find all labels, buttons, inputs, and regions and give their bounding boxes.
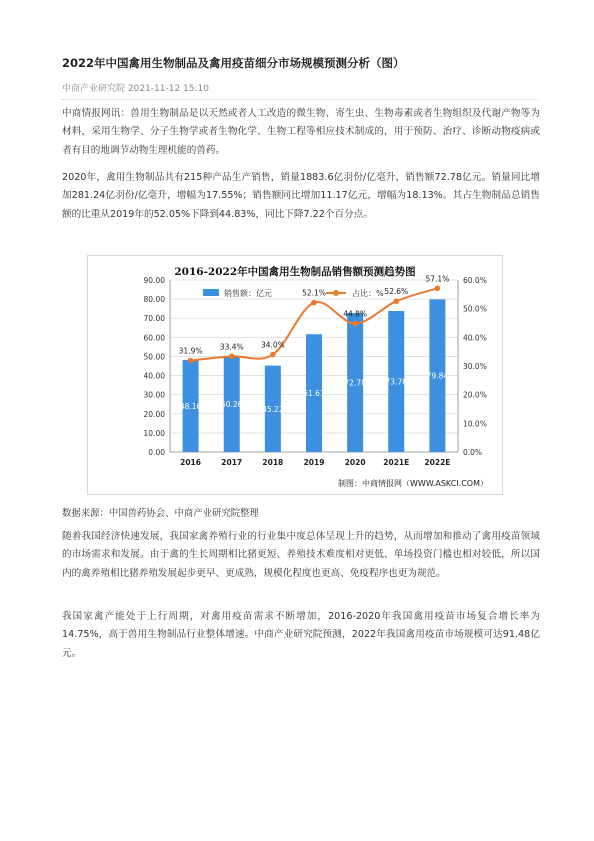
bar-value-label: 50.26 [220,399,243,409]
x-tick-label: 2018 [262,458,284,467]
y2-tick-label: 40.0% [463,333,487,343]
y-tick-label: 90.00 [143,276,165,285]
x-tick-label: 2019 [303,458,325,467]
y-tick-label: 80.00 [143,295,165,305]
divider [62,99,538,100]
y-tick-label: 20.00 [143,409,165,419]
y2-tick-label: 0.0% [463,448,483,457]
sales-chart [87,255,503,495]
x-tick-label: 2017 [221,458,243,467]
share-point [435,286,441,292]
y-tick-label: 0.00 [148,448,165,457]
x-tick-label: 2021E [383,458,410,467]
y-tick-label: 10.00 [143,428,165,438]
y-tick-label: 30.00 [143,390,165,400]
legend-bar-swatch [203,289,219,296]
share-point [270,352,276,358]
share-point [188,358,194,364]
share-point [311,300,317,306]
y-tick-label: 70.00 [143,314,165,324]
legend-line-marker [333,290,339,296]
bar-value-label: 45.22 [262,404,284,414]
x-tick-label: 2020 [344,458,366,467]
bar-value-label: 72.78 [344,378,366,388]
x-tick-label: 2022E [424,458,451,467]
data-source: 数据来源：中国兽药协会、中商产业研究院整理 [62,508,259,519]
paragraph-market-demand: 随着我国经济快速发展，我国家禽养殖行业的行业集中度总体呈现上升的趋势，从而增加和推动了禽用疫苗领域的市场需求和发展。由于禽的生长周期相比猪更短、养殖技术难度相对更低、单场投资门槛也相对较低，所以国内的禽养殖相比猪养殖发展起步更早、更成熟，规模化程度也更高、免疫程序也更为规范。 [62,531,540,579]
paragraph-forecast: 我国家禽产能处于上行周期，对禽用疫苗需求不断增加，2016-2020年我国禽用疫苗市场复合增长率为14.75%，高于兽用生物制品行业整体增速。中商产业研究院预测，2022年我国禽用疫苗市场规模可达91.48亿元。 [62,611,540,659]
legend-line-label: 占比：% [352,289,384,298]
legend-bar-label: 销售额：亿元 [224,289,272,298]
share-value-label: 52.1% [302,288,326,298]
share-point [393,298,399,304]
plot-area [144,274,487,467]
article-title: 2022年中国禽用生物制品及禽用疫苗细分市场规模预测分析（图） [62,56,405,70]
y2-tick-label: 20.0% [463,390,487,400]
share-value-label: 57.1% [425,274,450,284]
x-tick-label: 2016 [180,458,202,467]
y2-tick-label: 60.0% [463,276,487,285]
y-tick-label: 40.00 [143,371,165,381]
bar-value-label: 61.61 [303,389,325,399]
chart-credit: 制图：中商情报网（WWW.ASKCI.COM） [338,479,488,488]
y2-tick-label: 50.0% [463,304,487,314]
y2-tick-label: 10.0% [463,419,487,429]
share-value-label: 44.8% [343,309,368,319]
share-value-label: 52.6% [384,287,409,297]
chart-title: 2016-2022年中国禽用生物制品销售额预测趋势图 [174,266,416,278]
share-value-label: 34.0% [260,340,285,350]
chart-svg [88,256,502,494]
share-value-label: 31.9% [178,346,203,356]
bar-value-label: 48.16 [179,401,202,411]
y-tick-label: 60.00 [143,333,165,343]
y-tick-label: 50.00 [143,352,165,362]
share-point [229,353,235,359]
y2-tick-label: 30.0% [463,362,487,371]
share-point [352,321,358,327]
article-meta: 中商产业研究院 2021-11-12 15:10 [62,84,209,94]
paragraph-sales: 2020年，禽用生物制品共有215种产品生产销售，销量1883.6亿羽份/亿毫升，销售额72.78亿元。销量同比增加281.24亿羽份/亿毫升，增幅为17.55%；销售额同比增加11.17亿元，增幅为18.13%。其占生物制品总销售额的比重从2019年的52.05%下降到44.83%，同比下降7.22个百分点。 [62,172,540,220]
share-value-label: 33.4% [219,342,244,352]
paragraph-intro: 中商情报网讯：兽用生物制品是以天然或者人工改造的微生物、寄生虫、生物毒素或者生物组织及代谢产物等为材料，采用生物学、分子生物学或者生物化学、生物工程等相应技术制成的，用于预防、治疗、诊断动物疫病或者有目的地调节动物生理机能的兽药。 [62,108,540,156]
bar-value-label: 73.78 [385,377,408,387]
bar-value-label: 79.84 [426,371,449,381]
